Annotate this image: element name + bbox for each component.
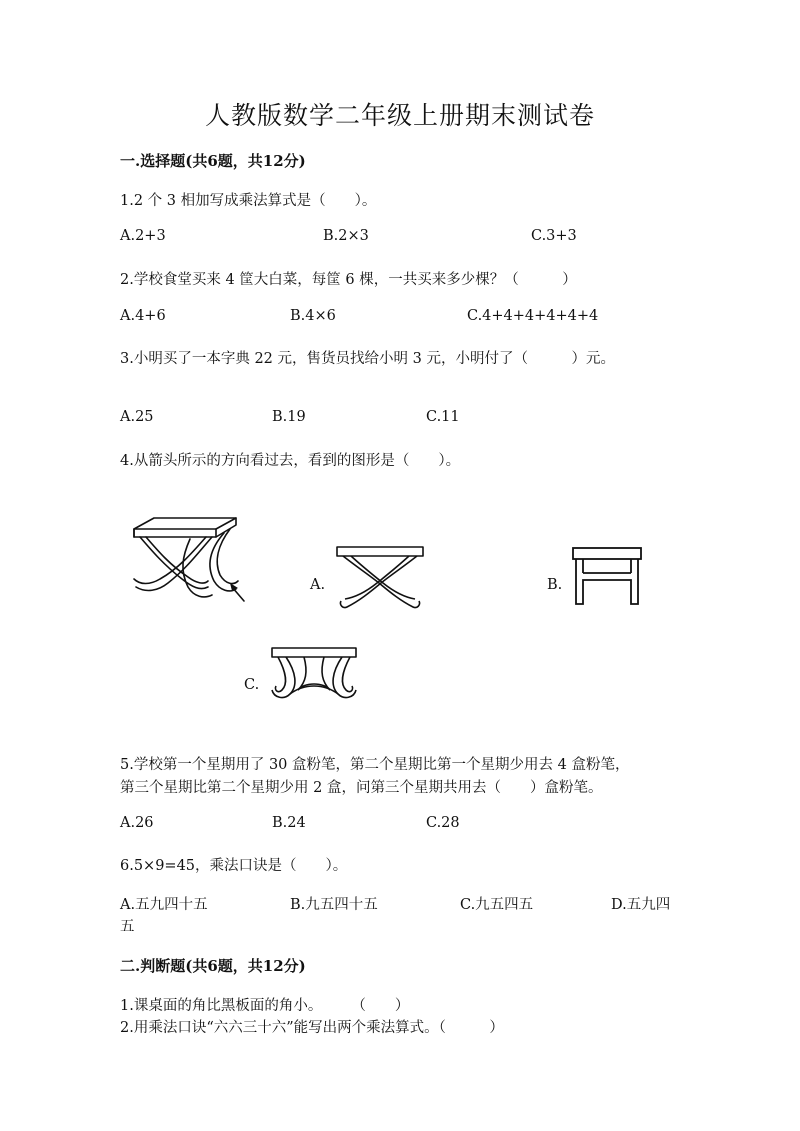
q4-option-b-label: B.	[547, 577, 563, 593]
question-2: 2.学校食堂买来 4 筐大白菜，每筐 6 棵，一共买来多少棵？（ ）	[120, 272, 577, 288]
q6-option-c: C.九五四五	[460, 897, 534, 913]
q3-option-c: C.11	[426, 409, 460, 425]
q6-option-d-wrap: 五	[120, 919, 135, 935]
q1-option-c: C.3+3	[531, 228, 577, 244]
question-5-line-2: 第三个星期比第二个星期少用 2 盒，问第三个星期共用去（ ）盒粉笔。	[120, 780, 603, 796]
q4-option-c-label: C.	[244, 677, 260, 693]
option-b-figure	[572, 547, 642, 607]
q1-option-b: B.2×3	[323, 228, 369, 244]
q5-option-a: A.26	[120, 815, 154, 831]
q2-option-b: B.4×6	[290, 308, 336, 324]
page-title: 人教版数学二年级上册期末测试卷	[204, 101, 595, 130]
q2-option-a: A.4+6	[120, 308, 166, 324]
q4-option-a-label: A.	[310, 577, 326, 593]
option-a-figure	[335, 545, 425, 613]
question-5-line-1: 5.学校第一个星期用了 30 盒粉笔，第二个星期比第一个星期少用去 4 盒粉笔，	[120, 757, 630, 773]
q5-option-b: B.24	[272, 815, 306, 831]
q6-option-a: A.五九四十五	[120, 897, 208, 913]
question-6: 6.5×9=45，乘法口诀是（ ）。	[120, 858, 348, 874]
judgement-question-2: 2.用乘法口诀“六六三十六”能写出两个乘法算式。（ ）	[120, 1020, 504, 1036]
question-4: 4.从箭头所示的方向看过去，看到的图形是（ ）。	[120, 453, 461, 469]
stool-figure	[126, 515, 256, 607]
option-c-figure	[270, 646, 358, 702]
q2-option-c: C.4+4+4+4+4+4	[467, 308, 599, 324]
question-3: 3.小明买了一本字典 22 元，售货员找给小明 3 元，小明付了（ ）元。	[120, 351, 615, 367]
question-1: 1.2 个 3 相加写成乘法算式是（ ）。	[120, 193, 377, 209]
judgement-question-1: 1.课桌面的角比黑板面的角小。 （ ）	[120, 998, 410, 1014]
q3-option-a: A.25	[120, 409, 154, 425]
q3-option-b: B.19	[272, 409, 306, 425]
q1-option-a: A.2+3	[120, 228, 166, 244]
section-heading-choice: 一.选择题(共6题，共12分)	[120, 152, 306, 170]
q6-option-b: B.九五四十五	[290, 897, 378, 913]
q5-option-c: C.28	[426, 815, 460, 831]
arrow-icon	[230, 583, 238, 591]
q6-option-d: D.五九四	[611, 897, 671, 913]
section-heading-judgement: 二.判断题(共6题，共12分)	[120, 957, 306, 975]
